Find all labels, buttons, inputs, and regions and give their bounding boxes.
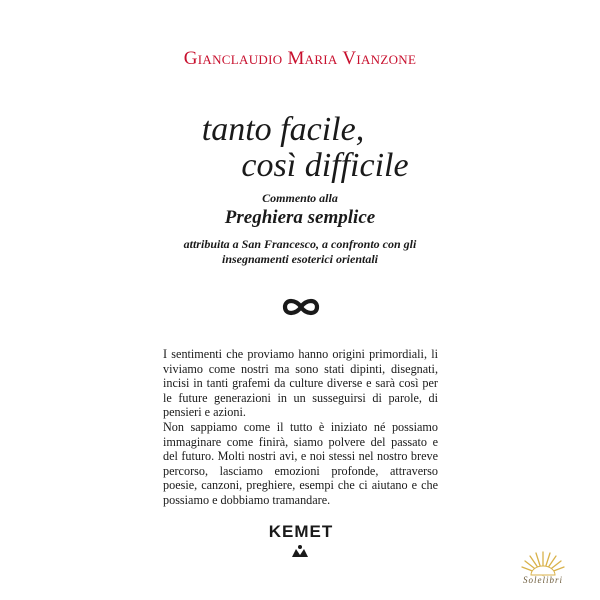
subtitle-desc-line-2: insegnamenti esoterici orientali xyxy=(221,252,378,266)
author-name: Gianclaudio Maria Vianzone xyxy=(183,48,417,69)
publisher-emblem-icon xyxy=(280,543,320,559)
subtitle-description xyxy=(0,237,600,267)
back-cover-blurb xyxy=(163,347,438,508)
title-line-1: tanto facile, xyxy=(201,111,365,148)
sun-rays-logo-icon xyxy=(518,548,568,578)
publisher-logo-text: KEMET xyxy=(268,522,334,541)
book-title xyxy=(0,112,600,184)
title-line-2: così difficile xyxy=(241,147,409,184)
subtitle-main: Preghiera semplice xyxy=(224,207,376,228)
subtitle-desc-line-1: attribuita a San Francesco, a confronto con gli xyxy=(183,237,417,251)
subtitle-intro: Commento alla xyxy=(262,191,338,205)
blurb-paragraph-2: Non sappiamo come il tutto è iniziato né possiamo immaginare come finirà, siamo polvere del passato e del futuro. Molti nostri avi, e noi stessi nel nostro breve percorso, lasciamo emozioni profonde, attraverso poesie, canzoni, preghiere, esempi che ci aiutano e che possiamo e dobbiamo tramandare. xyxy=(163,419,438,507)
blurb-paragraph-1: I sentimenti che proviamo hanno origini primordiali, li viviamo come nostri ma sono stati dipinti, disegnati, incisi in tanti grafemi da culture diverse e sarà così per le future generazioni in un susseguirsi di parole, di pensieri e azioni. xyxy=(163,347,438,420)
collana-label: Solelibri xyxy=(523,575,563,585)
infinity-icon xyxy=(281,296,321,318)
